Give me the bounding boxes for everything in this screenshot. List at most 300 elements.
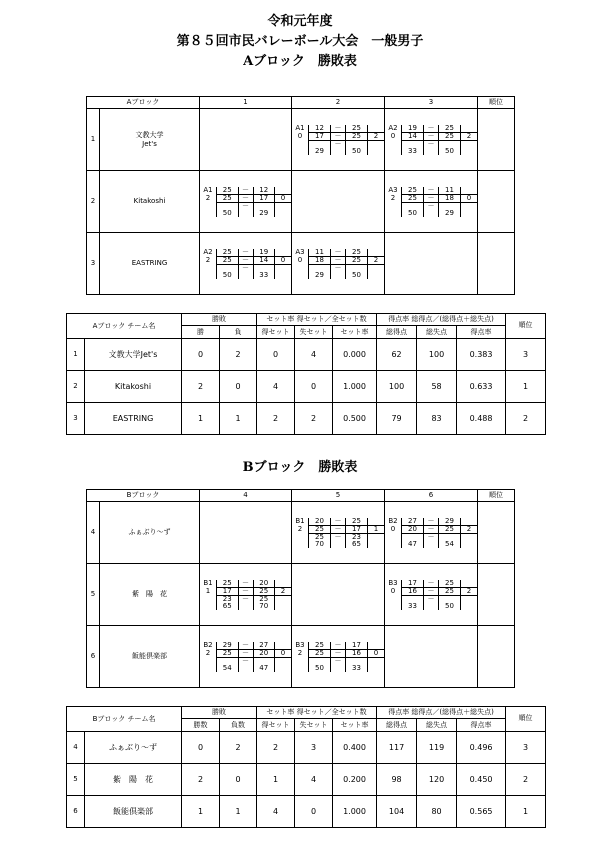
total-points-opp: 29 [253,210,275,217]
team-name-line: 飯能倶楽部 [132,652,167,661]
doc-title-tournament: 第８５回市民バレーボール大会 一般男子 [176,34,424,49]
set-score-opp: 20 [253,649,275,657]
set-dash: － [424,595,439,603]
total-points-own: 29 [309,148,331,155]
stat-l: 1 [220,403,257,435]
match-cell [385,171,478,233]
team-number: 2 [87,171,100,233]
standings-wl-header: 勝敗 [182,314,257,326]
match-cell [200,626,292,688]
self-match-cell [385,626,478,688]
stat-pf: 117 [377,732,417,764]
set-dash: － [238,187,253,195]
match-code: B2 [388,517,398,525]
set-score-opp [439,533,461,541]
sets-lost: 2 [368,256,385,264]
total-points-opp: 50 [346,272,368,279]
set-score-own: 25 [217,187,239,195]
match-cell [200,564,292,626]
team-name [100,626,200,688]
block-name-header: Bブロック [87,490,200,502]
match-code: A2 [203,248,213,256]
set-dash: － [331,649,346,657]
set-dash: － [331,525,346,533]
total-points-own: 33 [402,148,424,155]
match-score [200,642,291,672]
team-name [100,502,200,564]
rank-cell [478,233,515,295]
set-score-own: 25 [309,525,331,533]
match-code: B1 [295,517,305,525]
set-score-opp: 19 [253,249,275,257]
rank-header: 順位 [478,97,515,109]
standings-name-header: Aブロック チーム名 [67,314,182,339]
stat-sr: 0.400 [333,732,377,764]
set-score-opp: 17 [346,642,368,650]
stat-sl: 0 [295,796,333,828]
stat-l: 0 [220,764,257,796]
set-score-own: 29 [217,642,239,650]
stat-sl: 2 [295,403,333,435]
team-name: ふぁぶり～ず [85,732,182,764]
sets-lost: 2 [368,132,385,140]
standings-row [67,339,546,371]
sets-won: 2 [297,649,303,657]
set-score-own: 16 [402,587,424,595]
rank-header: 順位 [478,490,515,502]
set-dash: － [331,518,346,526]
set-score-opp: 20 [253,580,275,588]
stat-sr: 0.000 [333,339,377,371]
sets-won: 2 [390,194,396,202]
set-score-opp: 12 [253,187,275,195]
stat-sr: 0.500 [333,403,377,435]
standings-set-header: セット率 得セット／全セット数 [257,707,377,719]
total-points-own: 50 [309,665,331,672]
total-points-opp: 65 [346,541,368,548]
stat-sl: 4 [295,339,333,371]
match-code: B2 [203,641,213,649]
set-dash: － [331,264,346,272]
stat-l: 2 [220,732,257,764]
set-dash: － [238,264,253,272]
sets-won: 0 [390,525,396,533]
set-dash: － [238,249,253,257]
team-number: 6 [67,796,85,828]
set-score-own: 25 [217,649,239,657]
team-number: 3 [67,403,85,435]
set-score-opp: 25 [253,595,275,603]
sets-won: 2 [205,256,211,264]
stat-sr: 0.200 [333,764,377,796]
total-points-opp: 33 [253,272,275,279]
set-dash: － [238,580,253,588]
stat-sl: 4 [295,764,333,796]
stat-sl: 3 [295,732,333,764]
set-dash: － [424,132,439,140]
self-match-cell [292,171,385,233]
column-team-number: 4 [200,490,292,502]
standings-sub-header: 得点率 [457,326,506,339]
match-cell [292,626,385,688]
standings-name-header: Bブロック チーム名 [67,707,182,732]
stat-w: 0 [182,732,220,764]
team-name: 飯能倶楽部 [85,796,182,828]
set-score-own: 20 [402,525,424,533]
stat-w: 1 [182,403,220,435]
set-score-opp: 11 [439,187,461,195]
standings-row [67,371,546,403]
set-score-opp [346,264,368,272]
standings-sub-header: 負数 [220,719,257,732]
stat-pr: 0.383 [457,339,506,371]
block-name-header: Aブロック [87,97,200,109]
team-number: 4 [87,502,100,564]
stat-pr: 0.496 [457,732,506,764]
set-score-opp: 29 [439,518,461,526]
set-score-own: 17 [217,587,239,595]
stat-pr: 0.488 [457,403,506,435]
set-score-own: 17 [402,580,424,588]
set-score-opp [439,595,461,603]
set-score-opp: 25 [439,580,461,588]
total-points-opp: 70 [253,603,275,610]
team-number: 5 [67,764,85,796]
set-score-opp: 25 [439,125,461,133]
column-team-number: 5 [292,490,385,502]
match-score [292,518,384,548]
total-points-own: 50 [217,210,239,217]
stat-pa: 119 [417,732,457,764]
team-number: 2 [67,371,85,403]
set-score-own: 12 [309,125,331,133]
sets-won: 2 [205,649,211,657]
set-dash: － [424,187,439,195]
set-score-opp: 25 [346,249,368,257]
set-score-opp [346,657,368,665]
standings-sub-header: セット率 [333,719,377,732]
standings-wl-header: 勝敗 [182,707,257,719]
sets-won: 2 [297,525,303,533]
match-score [200,187,291,217]
set-score-own: 11 [309,249,331,257]
rank-cell [478,564,515,626]
sets-won: 0 [390,132,396,140]
set-dash: － [424,140,439,148]
stat-w: 0 [182,339,220,371]
self-match-cell [385,233,478,295]
match-code: B3 [295,641,305,649]
standings-rank-header: 順位 [506,707,546,732]
total-points-own: 65 [217,603,239,610]
set-dash: － [238,256,253,264]
sets-lost: 0 [275,649,292,657]
match-score [385,125,477,155]
set-dash: － [331,256,346,264]
team-number: 3 [87,233,100,295]
match-cell [200,233,292,295]
standings-sub-header: セット率 [333,326,377,339]
set-score-opp: 18 [439,194,461,202]
sets-lost: 0 [368,649,385,657]
set-score-own: 27 [402,518,424,526]
stat-sw: 2 [257,732,295,764]
set-score-opp: 25 [346,518,368,526]
stat-sr: 1.000 [333,796,377,828]
team-name: EASTRING [85,403,182,435]
set-score-opp: 16 [346,649,368,657]
set-score-own: 25 [309,642,331,650]
stat-w: 1 [182,796,220,828]
total-points-own: 54 [217,665,239,672]
match-score [200,249,291,279]
set-score-own: 25 [217,256,239,264]
stat-rank: 1 [506,796,546,828]
standings-sub-header: 総得点 [377,326,417,339]
stat-sr: 1.000 [333,371,377,403]
set-score-own: 17 [309,132,331,140]
match-code: A3 [295,248,305,256]
sets-lost: 1 [368,525,385,533]
team-name: 紫 陽 花 [85,764,182,796]
total-points-own: 33 [402,603,424,610]
set-score-opp [439,140,461,148]
set-score-own [309,140,331,148]
set-dash: － [424,580,439,588]
set-score-opp: 25 [439,587,461,595]
team-name: 文教大学Jet's [85,339,182,371]
column-team-number: 2 [292,97,385,109]
sets-won: 1 [205,587,211,595]
stat-rank: 2 [506,403,546,435]
stat-pf: 104 [377,796,417,828]
match-score [385,580,477,610]
column-team-number: 6 [385,490,478,502]
stat-pr: 0.633 [457,371,506,403]
standings-sub-header: 得点率 [457,719,506,732]
sets-lost: 0 [275,194,292,202]
stat-pa: 83 [417,403,457,435]
team-name-line: ふぁぶり～ず [128,528,171,537]
team-name-line: Kitakoshi [133,197,166,206]
total-points-opp: 50 [346,148,368,155]
doc-title-block-b: Bブロック 勝敗表 [242,460,358,475]
sets-lost: 2 [461,525,478,533]
set-dash: － [238,657,253,665]
set-score-own: 25 [217,194,239,202]
team-number: 5 [87,564,100,626]
match-score [292,125,384,155]
team-name-line: EASTRING [131,259,168,268]
standings-sub-header: 得セット [257,326,295,339]
match-score [292,642,384,672]
set-score-own [309,657,331,665]
standings-sub-header: 失セット [295,719,333,732]
standings-sub-header: 負 [220,326,257,339]
match-code: A3 [388,186,398,194]
set-score-opp: 14 [253,256,275,264]
standings-sub-header: 失セット [295,326,333,339]
stat-sw: 0 [257,339,295,371]
set-dash: － [424,587,439,595]
stat-w: 2 [182,764,220,796]
set-dash: － [331,125,346,133]
match-code: A1 [203,186,213,194]
sets-lost: 2 [461,132,478,140]
rank-cell [478,626,515,688]
set-score-opp: 23 [346,533,368,541]
set-score-opp: 25 [439,132,461,140]
stat-l: 1 [220,796,257,828]
set-dash: － [424,202,439,210]
total-points-opp: 50 [439,148,461,155]
stat-pa: 80 [417,796,457,828]
rank-cell [478,502,515,564]
stat-pf: 79 [377,403,417,435]
team-name [100,233,200,295]
stat-rank: 2 [506,764,546,796]
stat-sw: 4 [257,371,295,403]
team-name-line: Jet's [142,139,157,148]
match-cell [385,502,478,564]
standings-set-header: セット率 得セット／全セット数 [257,314,377,326]
set-score-own: 25 [217,249,239,257]
standings-row [67,764,546,796]
team-number: 1 [67,339,85,371]
standings-point-header: 得点率 総得点／(総得点＋総失点) [377,707,506,719]
team-name [100,171,200,233]
standings-sub-header: 勝数 [182,719,220,732]
sets-lost: 0 [275,256,292,264]
set-score-own [217,202,239,210]
standings-row [67,732,546,764]
match-cell [292,502,385,564]
stat-sw: 4 [257,796,295,828]
match-score [385,187,477,217]
team-name: Kitakoshi [85,371,182,403]
standings-point-header: 得点率 総得点／(総得点＋総失点) [377,314,506,326]
total-points-opp: 33 [346,665,368,672]
set-score-own: 25 [217,580,239,588]
set-score-own: 25 [309,533,331,541]
match-cell [385,564,478,626]
set-dash: － [424,125,439,133]
total-points-own: 50 [217,272,239,279]
stat-pa: 120 [417,764,457,796]
doc-title-block-a: Aブロック 勝敗表 [243,54,357,69]
team-number: 4 [67,732,85,764]
set-score-opp [253,264,275,272]
set-score-own: 19 [402,125,424,133]
set-dash: － [331,642,346,650]
standings-sub-header: 総失点 [417,326,457,339]
set-score-own: 25 [309,649,331,657]
stat-rank: 3 [506,339,546,371]
set-dash: － [424,518,439,526]
stat-sw: 1 [257,764,295,796]
set-score-own: 25 [402,187,424,195]
rank-cell [478,171,515,233]
set-score-own [402,202,424,210]
team-number: 6 [87,626,100,688]
match-code: B1 [203,579,213,587]
set-score-opp: 25 [346,125,368,133]
match-cell [385,109,478,171]
total-points-opp: 54 [439,541,461,548]
set-dash: － [331,132,346,140]
set-score-own [402,533,424,541]
stat-sw: 2 [257,403,295,435]
team-name-line: 紫 陽 花 [132,590,167,599]
stat-rank: 3 [506,732,546,764]
set-score-own [402,140,424,148]
set-dash: － [238,194,253,202]
self-match-cell [200,502,292,564]
stat-pr: 0.565 [457,796,506,828]
standings-sub-header: 総失点 [417,719,457,732]
sets-won: 2 [205,194,211,202]
total-points-own: 70 [309,541,331,548]
total-points-opp: 50 [439,603,461,610]
set-score-opp: 25 [253,587,275,595]
set-score-opp: 17 [253,194,275,202]
standings-sub-header: 得セット [257,719,295,732]
match-cell [292,109,385,171]
set-score-own [402,595,424,603]
standings-row [67,403,546,435]
set-score-opp: 25 [439,525,461,533]
set-score-opp [253,657,275,665]
set-score-opp: 27 [253,642,275,650]
stat-l: 2 [220,339,257,371]
set-score-own: 14 [402,132,424,140]
standings-rank-header: 順位 [506,314,546,339]
sets-lost: 0 [461,194,478,202]
match-code: A1 [295,124,305,132]
set-dash: － [238,642,253,650]
set-score-own: 18 [309,256,331,264]
set-score-opp: 17 [346,525,368,533]
team-name [100,564,200,626]
match-score [200,580,291,610]
team-number: 1 [87,109,100,171]
set-dash: － [424,533,439,541]
stat-pf: 62 [377,339,417,371]
set-score-own: 25 [402,194,424,202]
match-cell [292,233,385,295]
sets-won: 0 [297,256,303,264]
set-dash: － [238,202,253,210]
stat-pa: 58 [417,371,457,403]
stat-sl: 0 [295,371,333,403]
total-points-opp: 47 [253,665,275,672]
match-score [292,249,384,279]
self-match-cell [292,564,385,626]
standings-row [67,796,546,828]
set-dash: － [331,140,346,148]
set-score-opp: 25 [346,132,368,140]
set-score-own [217,264,239,272]
stat-pr: 0.450 [457,764,506,796]
sets-lost: 2 [461,587,478,595]
set-dash: － [424,525,439,533]
column-team-number: 1 [200,97,292,109]
standings-sub-header: 総得点 [377,719,417,732]
sets-won: 0 [390,587,396,595]
set-dash: － [238,595,253,603]
rank-cell [478,109,515,171]
total-points-own: 47 [402,541,424,548]
